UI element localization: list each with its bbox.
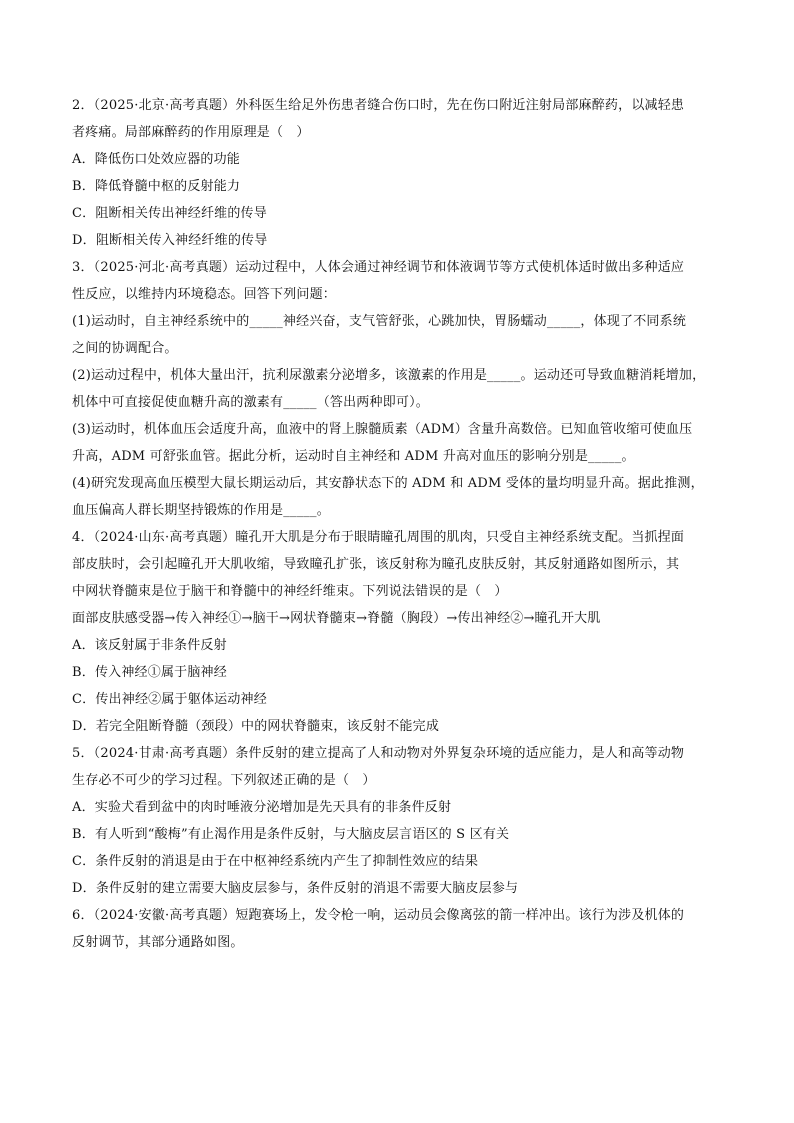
option-line: D．若完全阻断脊髓（颈段）中的网状脊髓束，该反射不能完成 xyxy=(72,719,440,734)
text-line: (2)运动过程中，机体大量出汗，抗利尿激素分泌增多，该激素的作用是_____。运动还可导致血糖消耗增加， xyxy=(72,368,706,383)
option-line: B．降低脊髓中枢的反射能力 xyxy=(72,179,241,194)
option-line: B．有人听到“酸梅”有止渴作用是条件反射，与大脑皮层言语区的 S 区有关 xyxy=(72,827,510,842)
reflex-pathway: 面部皮肤感受器→传入神经①→脑干→网状脊髓束→脊髓（胸段）→传出神经②→瞳孔开大肌 xyxy=(72,611,601,626)
text-line: 5．（2024·甘肃·高考真题）条件反射的建立提高了人和动物对外界复杂环境的适应能力，是人和高等动物 xyxy=(72,746,685,761)
text-line: 部皮肤时，会引起瞳孔开大肌收缩，导致瞳孔扩张，该反射称为瞳孔皮肤反射，其反射通路如图所示，其 xyxy=(72,557,680,572)
text-line: 2．（2025·北京·高考真题）外科医生给足外伤患者缝合伤口时，先在伤口附近注射局部麻醉药，以减轻患 xyxy=(72,98,685,113)
option-line: A．降低伤口处效应器的功能 xyxy=(72,152,240,167)
question-text xyxy=(72,92,736,956)
text-line: (4)研究发现高血压模型大鼠长期运动后，其安静状态下的 ADM 和 ADM 受体的量均明显升高。据此推测， xyxy=(72,476,704,491)
text-line: 生存必不可少的学习过程。下列叙述正确的是（ ） xyxy=(72,773,376,788)
option-line: B．传入神经①属于脑神经 xyxy=(72,665,227,680)
text-line: 升高，ADM 可舒张血管。据此分析，运动时自主神经和 ADM 升高对血压的影响分别是_____。 xyxy=(72,449,635,464)
option-line: A．实验犬看到盆中的肉时唾液分泌增加是先天具有的非条件反射 xyxy=(72,800,452,815)
text-line: 血压偏高人群长期坚持锻炼的作用是_____。 xyxy=(72,503,330,518)
text-line: 性反应，以维持内环境稳态。回答下列问题： xyxy=(72,287,337,302)
option-line: D．阻断相关传入神经纤维的传导 xyxy=(72,233,268,248)
text-line: 者疼痛。局部麻醉药的作用原理是（ ） xyxy=(72,125,310,140)
text-line: 6．（2024·安徽·高考真题）短跑赛场上，发令枪一响，运动员会像离弦的箭一样冲出。该行为涉及机体的 xyxy=(72,908,685,923)
text-line: 中网状脊髓束是位于脑干和脊髓中的神经纤维束。下列说法错误的是（ ） xyxy=(72,584,508,599)
text-line: 3．（2025·河北·高考真题）运动过程中，人体会通过神经调节和体液调节等方式使机体适时做出多种适应 xyxy=(72,260,685,275)
option-line: C．阻断相关传出神经纤维的传导 xyxy=(72,206,267,221)
option-line: D．条件反射的建立需要大脑皮层参与，条件反射的消退不需要大脑皮层参与 xyxy=(72,881,519,896)
text-line: 之间的协调配合。 xyxy=(72,341,178,356)
text-line: 机体中可直接促使血糖升高的激素有_____（答出两种即可）。 xyxy=(72,395,430,410)
option-line: A．该反射属于非条件反射 xyxy=(72,638,227,653)
text-line: 4．（2024·山东·高考真题）瞳孔开大肌是分布于眼睛瞳孔周围的肌肉，只受自主神经系统支配。当抓捏面 xyxy=(72,530,685,545)
option-line: C．条件反射的消退是由于在中枢神经系统内产生了抑制性效应的结果 xyxy=(72,854,479,869)
text-line: (1)运动时，自主神经系统中的_____神经兴奋，支气管舒张，心跳加快，胃肠蠕动_____，体现了不同系统 xyxy=(72,314,687,329)
text-line: (3)运动时，机体血压会适度升高，血液中的肾上腺髓质素（ADM）含量升高数倍。已知血管收缩可使血压 xyxy=(72,422,693,437)
option-line: C．传出神经②属于躯体运动神经 xyxy=(72,692,267,707)
text-line: 反射调节，其部分通路如图。 xyxy=(72,935,244,950)
